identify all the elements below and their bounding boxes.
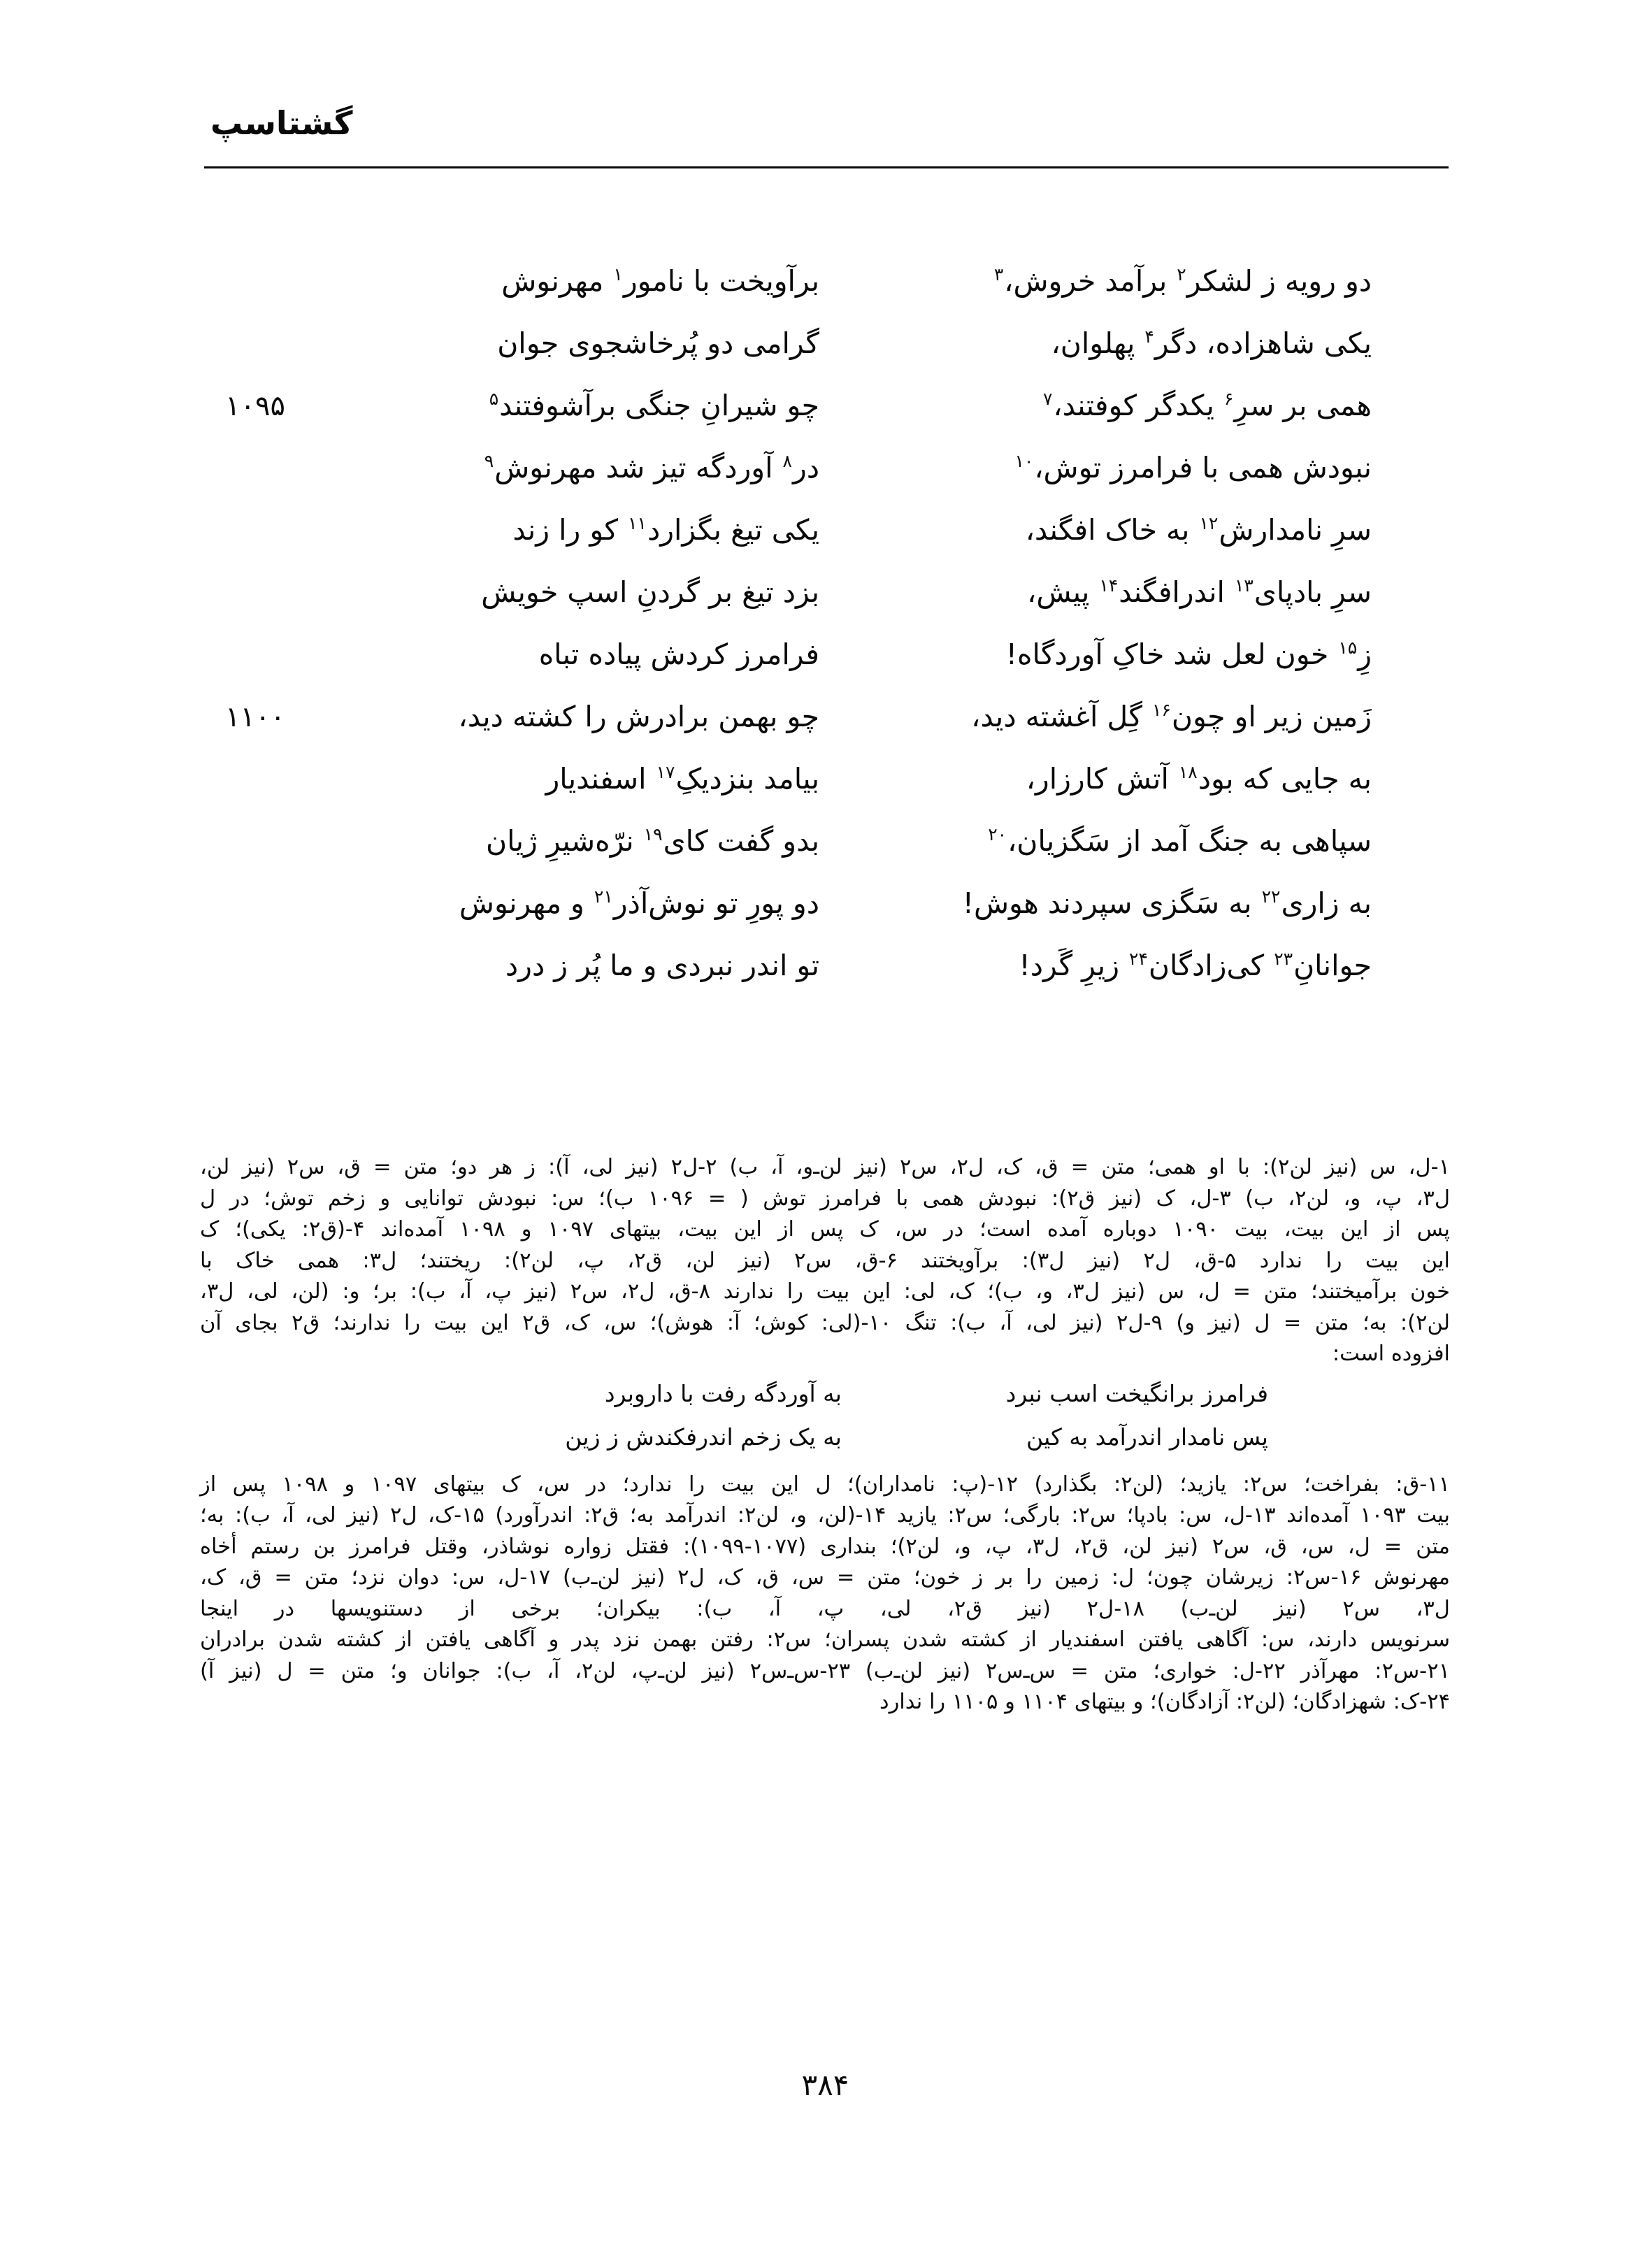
apparatus-note-line: ل۳، س۲ (نیز لن‌ـ‌ب) ۱۸-ل۲ (نیز ق۲، لی، پ، آ، ب): بیکران؛ برخی از دستنویسها در اینجا xyxy=(201,1596,1451,1621)
inserted-hemistich-first: پس نامدار اندرآمد به کین xyxy=(1026,1423,1269,1451)
verse-couplet xyxy=(198,447,1449,509)
hemistich-first: چو شیرانِ جنگی برآشوفتند$^۵$ xyxy=(489,389,820,422)
apparatus-note-line: ل۳، پ، و، لن۲، ب) ۳-ل، ک (نیز ق۲): نبودش همی با فرامرز توش ( = ۱۰۹۶ ب)؛ س: نبودش توانایی و زخم توش؛ در ل xyxy=(201,1186,1451,1211)
verse-couplet xyxy=(198,820,1449,882)
chapter-title: گشتاسپ xyxy=(211,104,354,142)
apparatus-note-line: ۲۴-ک: شهزادگان؛ (لن۲: آزادگان)؛ و بیتهای ۱۱۰۴ و ۱۱۰۵ را ندارد xyxy=(879,1690,1451,1715)
footnote-marker: ۱ xyxy=(614,264,624,285)
hemistich-first: چو بهمن برادرش را کشته دید، xyxy=(459,700,820,733)
hemistich-second: به جایی که بود$^{۱۸}$ آتش کارزار، xyxy=(1026,762,1372,796)
folio-page-number: ۳۸۴ xyxy=(802,2068,850,2102)
footnote-marker: ۲۱ xyxy=(594,886,614,907)
footnote-marker: ۱۳ xyxy=(1235,575,1254,596)
hemistich-first: فرامرز کردش پیاده تباه xyxy=(539,638,820,671)
footnote-marker: ۱۷ xyxy=(656,762,676,783)
footnote-marker: ۸ xyxy=(783,451,793,472)
hemistich-second: به زاری$^{۲۲}$ به سَگزی سپردند هوش! xyxy=(963,886,1372,920)
footnote-marker: ۱۹ xyxy=(644,824,663,845)
verse-couplet xyxy=(198,758,1449,820)
apparatus-note-line: خون برآمیختند؛ متن = ل، س (نیز ل۳، و، ب)؛ ک، لی: این بیت را ندارند ۸-ق، ل۲، س۲ (نیز پ، آ، ب): بر؛ و: (لن، لی، ل۳، xyxy=(201,1279,1451,1304)
footnote-marker: ۴ xyxy=(1145,326,1155,347)
apparatus-note-line: افزوده است: xyxy=(1333,1342,1451,1367)
critical-apparatus xyxy=(201,1152,1451,1718)
verse-couplet xyxy=(198,260,1449,322)
verse-couplet xyxy=(198,944,1449,1007)
verse-number: ۱۱۰۰ xyxy=(226,701,286,733)
inserted-hemistich-first: فرامرز برانگیخت اسب نبرد xyxy=(1006,1379,1269,1407)
footnote-marker: ۱۶ xyxy=(1153,700,1172,721)
footnote-marker: ۲۳ xyxy=(1274,949,1294,970)
hemistich-first: بزد تیغ بر گردنِ اسپ خویش xyxy=(482,575,820,609)
verse-couplet xyxy=(198,882,1449,944)
apparatus-note-line: سرنویس دارند، س: آگاهی یافتن اسفندیار از کشته شدن پسران؛ س۲: رفتن بهمن نزد پدر و آگاهی یافتن از کشته شدن برادران xyxy=(201,1627,1451,1653)
hemistich-first: در$^۸$ آوردگه تیز شد مهرنوش$^۹$ xyxy=(484,451,820,484)
footnote-marker: ۷ xyxy=(1043,389,1054,410)
hemistich-second: سرِ نامدارش$^{۱۲}$ به خاک افگند، xyxy=(1026,513,1372,547)
hemistich-first: برآویخت با نامور$^۱$ مهرنوش xyxy=(502,264,820,298)
apparatus-note-line: متن = ل، س، ق، س۲ (نیز لن، ق۲، ل۳، پ، و، لن۲)؛ بنداری (۱۰۷۷-۱۰۹۹): فقتل زواره نوشاذر، وقتل فرامرز بن رستم أخاه xyxy=(201,1534,1451,1559)
apparatus-note-line: پس از این بیت، بیت ۱۰۹۰ دوباره آمده است؛ در س، ک پس از این بیت، بیتهای ۱۰۹۷ و ۱۰۹۸ آمده‌اند ۴-(ق۲: یکی)؛ ک xyxy=(201,1217,1451,1242)
verse-couplet xyxy=(198,696,1449,758)
verse-block xyxy=(198,260,1449,1007)
verse-couplet xyxy=(198,384,1449,447)
verse-couplet xyxy=(198,322,1449,384)
hemistich-second: همی بر سرِ$^۶$ یکدگر کوفتند،$^۷$ xyxy=(1043,389,1372,422)
inserted-verse-block xyxy=(201,1377,1451,1464)
inserted-couplet xyxy=(201,1421,1451,1464)
hemistich-second: نبودش همی با فرامرز توش،$^{۱۰}$ xyxy=(1015,451,1372,484)
footnote-marker: ۲۴ xyxy=(1130,949,1149,970)
footnote-marker: ۱۱ xyxy=(629,513,647,534)
footnote-marker: ۱۲ xyxy=(1200,513,1219,534)
apparatus-note-line: این بیت را ندارد ۵-ق، ل۲ (نیز ل۳): برآویختند ۶-ق، س۲ (نیز لن، ق۲، پ، لن۲): ریختند؛ ل۳: همی خاک با xyxy=(201,1248,1451,1273)
hemistich-first: بدو گفت کای$^{۱۹}$ نرّه‌شیرِ ژیان xyxy=(486,824,820,858)
apparatus-note-line: لن۲): به؛ متن = ل (نیز و) ۹-ل۲ (نیز لی، آ، ب): تنگ ۱۰-(لی: کوش؛ آ: هوش)؛ س، ک، ق۲ این بیت را ندارند؛ ق۲ بجای آن xyxy=(201,1310,1451,1335)
footnote-marker: ۱۸ xyxy=(1179,762,1198,783)
footnote-marker: ۳ xyxy=(994,264,1005,285)
verse-number: ۱۰۹۵ xyxy=(226,390,286,422)
footnote-marker: ۱۰ xyxy=(1015,451,1035,472)
footnote-marker: ۲۲ xyxy=(1262,886,1281,907)
hemistich-first: یکی تیغ بگزارد$^{۱۱}$ کو را زند xyxy=(513,513,820,547)
footnote-marker: ۵ xyxy=(489,389,500,410)
apparatus-note-line: ۱-ل، س (نیز لن۲): با او همی؛ متن = ق، ک، ل۲، س۲ (نیز لن‌ـ‌و، آ، ب) ۲-ل۲ (نیز لی، آ): ز هر دو؛ متن = ق، س۲ (نیز لن، xyxy=(201,1155,1451,1179)
hemistich-second: زَمین زیر او چون$^{۱۶}$ گِل آغشته دید، xyxy=(972,700,1372,733)
apparatus-note-line: ۱۱-ق: بفراخت؛ س۲: یازید؛ (لن۲: بگذارد) ۱۲-(پ: نامداران)؛ ل این بیت را ندارد؛ در س، ک بیتهای ۱۰۹۷ و ۱۰۹۸ پس از xyxy=(201,1472,1451,1497)
hemistich-second: یکی شاهزاده، دگر$^۴$ پهلوان، xyxy=(1051,326,1372,360)
inserted-hemistich-second: به یک زخم اندرفکندش ز زین xyxy=(566,1423,842,1451)
hemistich-second: دو رویه ز لشکر$^۲$ برآمد خروش،$^۳$ xyxy=(994,264,1372,298)
verse-couplet xyxy=(198,571,1449,633)
verse-couplet xyxy=(198,633,1449,696)
hemistich-second: سرِ بادپای$^{۱۳}$ اندرافگند$^{۱۴}$ پیش، xyxy=(1028,575,1372,609)
apparatus-note-line: مهرنوش ۱۶-س۲: زیرشان چون؛ ل: زمین را بر ز خون؛ متن = س، ق، ک، ل۲ (نیز لن‌ـ‌ب) ۱۷-ل، س: دوان نزد؛ متن = ق، ک، xyxy=(201,1565,1451,1590)
running-head xyxy=(203,105,1449,142)
hemistich-first: دو پورِ تو نوش‌آذر$^{۲۱}$ و مهرنوش xyxy=(459,886,820,920)
hemistich-first: تو اندر نبردی و ما پُر ز درد xyxy=(505,949,820,982)
verse-couplet xyxy=(198,509,1449,571)
footnote-marker: ۶ xyxy=(1224,389,1235,410)
footnote-marker: ۱۵ xyxy=(1339,638,1358,659)
inserted-couplet xyxy=(201,1377,1451,1421)
hemistich-first: بیامد بنزدیکِ$^{۱۷}$ اسفندیار xyxy=(546,762,820,796)
footnote-marker: ۹ xyxy=(484,451,495,472)
footnote-marker: ۲۰ xyxy=(989,824,1008,845)
apparatus-note-line: ۲۱-س۲: مهرآذر ۲۲-ل: خواری؛ متن = س‌ـ‌س۲ (نیز لن‌ـ‌ب) ۲۳-س‌ـ‌س۲ (نیز لن‌ـ‌پ، لن۲، آ، ب): جوانان و؛ متن = ل (نیز آ) xyxy=(201,1658,1451,1683)
apparatus-note-line: بیت ۱۰۹۳ آمده‌اند ۱۳-ل، س: بادپا؛ س۲: بارگی؛ س۲: یازید ۱۴-(لن، و، لن۲: اندرآمد به؛ ق۲: اندرآورد) ۱۵-ک، ل۲ (نیز لی، آ، ب): به؛ xyxy=(201,1503,1451,1528)
hemistich-first: گرامی دو پُرخاشجوی جوان xyxy=(498,326,820,360)
inserted-hemistich-second: به آوردگه رفت با داروبرد xyxy=(605,1379,842,1407)
hemistich-second: جوانانِ$^{۲۳}$ کی‌زادگان$^{۲۴}$ زیرِ گَرد! xyxy=(1019,949,1372,982)
hemistich-second: زِ$^{۱۵}$ خون لعل شد خاکِ آوردگاه! xyxy=(1006,638,1372,671)
header-rule xyxy=(205,166,1449,168)
footnote-marker: ۱۴ xyxy=(1100,575,1119,596)
footnote-marker: ۲ xyxy=(1177,264,1187,285)
hemistich-second: سپاهی به جنگ آمد از سَگزیان،$^{۲۰}$ xyxy=(989,824,1372,858)
